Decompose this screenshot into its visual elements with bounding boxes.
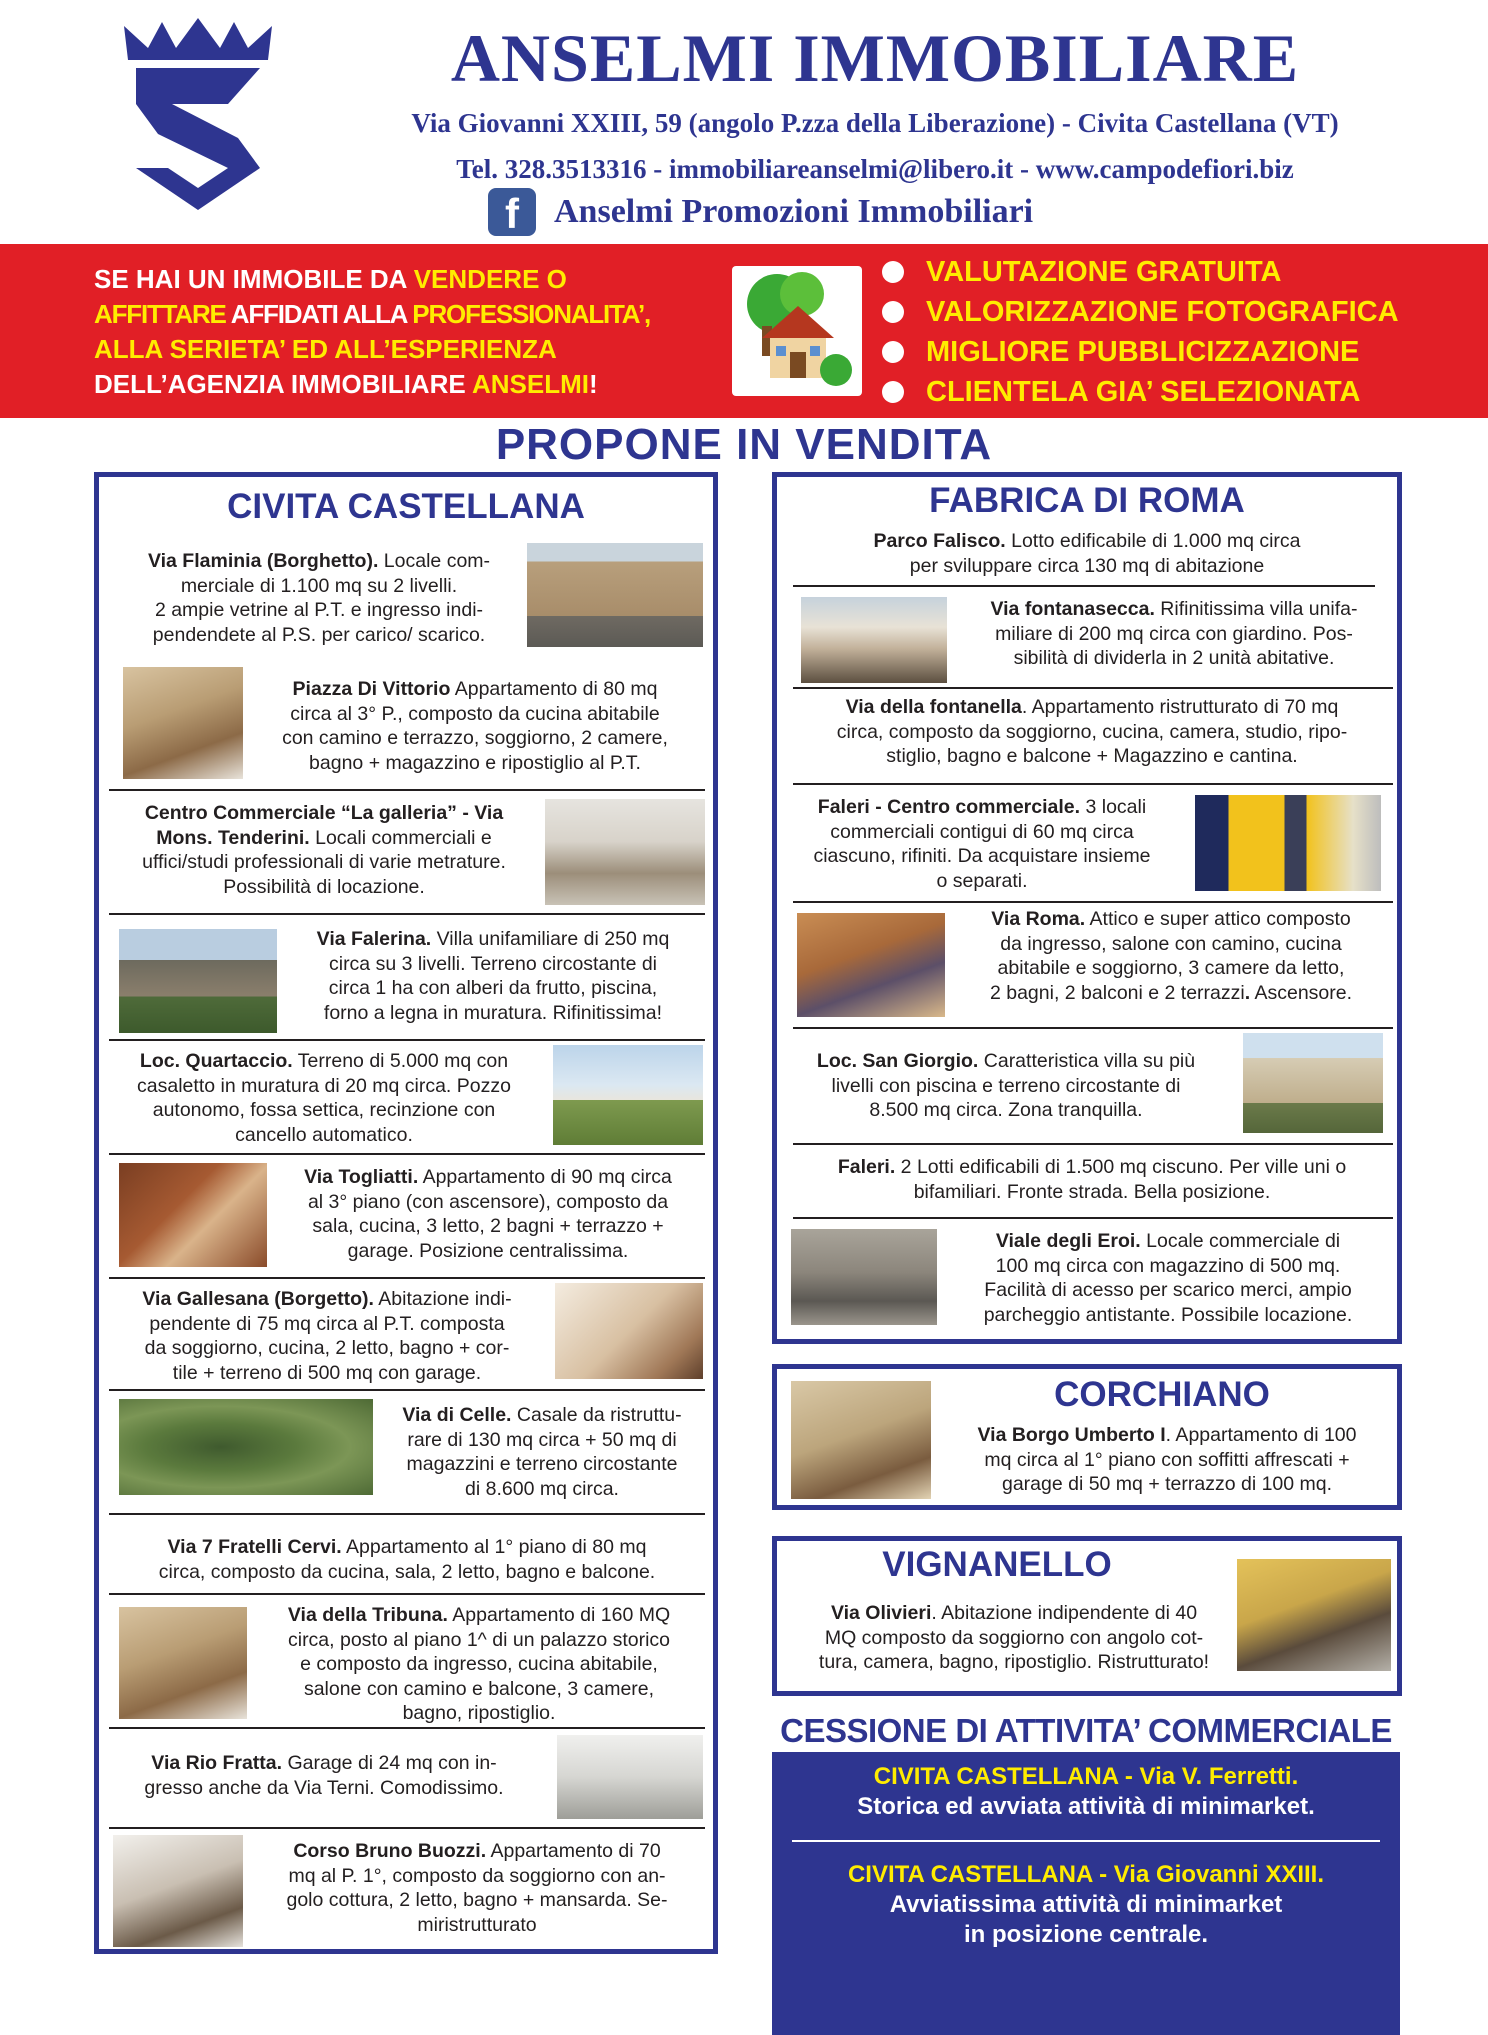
section-title: FABRICA DI ROMA: [929, 481, 1245, 520]
listing-item: [109, 1751, 539, 1800]
agency-logo-icon: [118, 18, 278, 210]
listing-address: Via Flaminia (Borghetto).: [147, 550, 379, 572]
pitch-highlight: PROFESSIONALITA’,: [412, 299, 650, 329]
listing-item: [109, 1535, 705, 1584]
section-title: CIVITA CASTELLANA: [227, 487, 585, 526]
listing-text: tile + terreno di 500 mq con garage.: [172, 1361, 482, 1384]
separator: [109, 1039, 705, 1041]
section-title: VIGNANELLO: [882, 1545, 1112, 1584]
listing-text: Attico e super attico composto: [1085, 908, 1351, 930]
listing-address: Faleri.: [837, 1156, 896, 1178]
listing-address: Via 7 Fratelli Cervi.: [167, 1536, 342, 1558]
listing-address: Parco Falisco.: [873, 530, 1006, 552]
bullet-dot-icon: [882, 301, 904, 323]
listing-text: . Appartamento ristrutturato di 70 mq: [1021, 696, 1339, 718]
listing-text: al 3° piano (con ascensore), composto da: [307, 1190, 669, 1213]
listing-item: [109, 1049, 539, 1147]
listing-item: [109, 1287, 545, 1385]
listing-text: 2 bagni, 2 balconi e 2 terrazzi: [989, 981, 1245, 1004]
cessione-b-text: Avviatissima attività di minimarket: [889, 1891, 1283, 1918]
pitch-highlight: AFFITTARE: [94, 299, 231, 329]
listing-text: circa su 3 livelli. Terreno circostante di: [328, 952, 658, 975]
listing-address: Via della Tribuna.: [287, 1604, 448, 1626]
listing-text: autonomo, fossa settica, recinzione con: [152, 1099, 496, 1121]
listing-item: [791, 1601, 1237, 1675]
listing-text: e composto da ingresso, cucina abitabile,: [300, 1653, 658, 1675]
listing-text: o separati.: [936, 869, 1028, 892]
facebook-line[interactable]: [488, 188, 1033, 236]
separator: [109, 1593, 705, 1595]
listing-address: Via Olivieri: [830, 1602, 932, 1624]
agency-contacts[interactable]: Tel. 328.3513316 - immobiliareanselmi@libero.it - www.campodefiori.biz: [456, 154, 1294, 184]
pitch-text: DELL’AGENZIA IMMOBILIARE: [94, 369, 472, 399]
listing-photo: [119, 1163, 267, 1267]
listing-text: Ascensore.: [1250, 981, 1353, 1004]
listing-photo: [1195, 795, 1381, 891]
listing-photo: [545, 799, 705, 905]
listing-address: Centro Commerciale “La galleria” - Via: [144, 802, 504, 824]
cessione-title: CESSIONE DI ATTIVITA’ COMMERCIALE: [780, 1712, 1392, 1749]
listing-text: con camino e terrazzo, soggiorno, 2 camere,: [282, 727, 668, 749]
listing-text: Rifinitissima villa unifa-: [1154, 598, 1358, 620]
listing-text: da soggiorno, cucina, 2 letto, bagno + cor-: [144, 1337, 510, 1359]
listing-item: [787, 795, 1177, 893]
listing-photo: [119, 929, 277, 1033]
pitch-highlight: VENDERE O: [413, 264, 567, 294]
listing-text: Appartamento di 70: [486, 1840, 661, 1862]
listing-text: circa, composto da soggiorno, cucina, camera, studio, ripo-: [836, 720, 1348, 743]
separator: [792, 1840, 1380, 1842]
listing-address: Via Togliatti.: [304, 1166, 419, 1188]
listing-text: Lotto edificabile di 1.000 mq circa: [1005, 530, 1301, 552]
listing-text: mq al P. 1°, composto da soggiorno con an-: [288, 1864, 666, 1887]
listing-item: [939, 1423, 1395, 1497]
pitch-highlight: ALLA SERIETA’ ED ALL’ESPERIENZA: [94, 334, 557, 364]
pitch-text: !: [588, 369, 598, 399]
listing-text: Locale commerciale di: [1140, 1230, 1341, 1252]
separator: [793, 1143, 1393, 1145]
separator: [793, 783, 1393, 785]
separator: [109, 1277, 705, 1279]
listing-item: [249, 677, 701, 775]
listing-text: parcheggio antistante. Possibile locazione.: [983, 1303, 1353, 1326]
promo-banner: [0, 244, 1488, 418]
cessione-a-heading: CIVITA CASTELLANA - Via V. Ferretti.: [873, 1763, 1299, 1790]
listing-photo: [113, 1835, 243, 1947]
service-label: MIGLIORE PUBBLICIZZAZIONE: [926, 336, 1360, 368]
listing-text: .: [1244, 981, 1251, 1004]
listing-text: mq circa al 1° piano con soffitti affrescati +: [984, 1448, 1350, 1471]
listing-item: [787, 529, 1387, 578]
listing-text: Possibilità di locazione.: [223, 875, 425, 898]
house-with-tree-icon: [732, 266, 862, 396]
listing-text: casaletto in muratura di 20 mq circa. Pozzo: [137, 1074, 511, 1097]
service-list: [882, 252, 1399, 412]
listing-text: circa, posto al piano 1^ di un palazzo storico: [287, 1628, 671, 1651]
listing-text: MQ composto da soggiorno con angolo cot-: [824, 1626, 1204, 1649]
listing-photo: [119, 1607, 247, 1719]
bullet-dot-icon: [882, 341, 904, 363]
listing-text: ciascuno, rifiniti. Da acquistare insieme: [813, 845, 1151, 867]
listing-item: [379, 1403, 705, 1501]
listing-photo: [791, 1229, 937, 1325]
service-item: [882, 292, 1399, 332]
listing-text: di 8.600 mq circa.: [465, 1477, 619, 1500]
listing-text: garage. Posizione centralissima.: [347, 1239, 629, 1262]
listing-text: 100 mq circa con magazzino di 500 mq.: [995, 1254, 1341, 1277]
listing-item: [273, 1165, 703, 1263]
listing-text: Terreno di 5.000 mq con: [292, 1050, 509, 1072]
listing-text: per sviluppare circa 130 mq di abitazione: [909, 554, 1265, 577]
listing-text: circa 1 ha con alberi da frutto, piscina,: [328, 977, 658, 999]
separator: [109, 789, 705, 791]
listing-photo: [555, 1283, 703, 1379]
listing-text: Caratteristica villa su più: [978, 1050, 1196, 1072]
service-item: [882, 372, 1399, 412]
listing-photo: [119, 1399, 373, 1495]
listing-item: [253, 1603, 705, 1726]
listing-item: [787, 1049, 1225, 1123]
listing-address: Via Borgo Umberto I: [977, 1424, 1166, 1446]
agency-header: [300, 20, 1450, 186]
service-label: CLIENTELA GIA’ SELEZIONATA: [926, 376, 1361, 408]
listing-text: Abitazione indi-: [373, 1288, 512, 1310]
cessione-section: [772, 1752, 1400, 2035]
listing-address: Via Rio Fratta.: [151, 1752, 283, 1774]
listing-address: Loc. Quartaccio.: [139, 1050, 293, 1072]
listing-address: Via Falerina.: [316, 928, 432, 950]
service-item: [882, 332, 1399, 372]
listing-text: Facilità di acesso per scarico merci, ampio: [984, 1279, 1352, 1301]
separator: [109, 1389, 705, 1391]
listing-photo: [527, 543, 703, 647]
listing-text: . Appartamento di 100: [1165, 1424, 1357, 1446]
listing-photo: [801, 597, 947, 683]
listing-text: stiglio, bagno e balcone + Magazzino e cantina.: [886, 745, 1298, 767]
listing-text: rare di 130 mq circa + 50 mq di: [407, 1428, 677, 1451]
listing-item: [787, 695, 1397, 769]
listing-address: Via Roma.: [991, 908, 1086, 930]
listing-address: Piazza Di Vittorio: [292, 678, 451, 700]
listing-text: magazzini e terreno circostante: [406, 1453, 678, 1475]
listing-text: Appartamento di 160 MQ: [447, 1604, 671, 1626]
separator: [109, 1727, 705, 1729]
listing-text: Casale da ristruttu-: [511, 1404, 682, 1426]
listing-photo: [553, 1045, 703, 1145]
fabrica-di-roma-section: [772, 472, 1402, 1344]
pitch-text: SE HAI UN IMMOBILE DA: [94, 264, 414, 294]
cessione-b-heading: CIVITA CASTELLANA - Via Giovanni XXIII.: [847, 1861, 1325, 1888]
agency-name: ANSELMI IMMOBILIARE: [450, 20, 1300, 96]
listing-text: Appartamento al 1° piano di 80 mq: [341, 1536, 647, 1558]
separator: [109, 1153, 705, 1155]
listing-text: Villa unifamiliare di 250 mq: [431, 928, 670, 950]
facebook-page-name[interactable]: Anselmi Promozioni Immobiliari: [554, 193, 1034, 230]
listing-text: cancello automatico.: [235, 1123, 413, 1146]
listing-photo: [123, 667, 243, 779]
listing-item: [111, 549, 527, 647]
listing-text: Garage di 24 mq con in-: [282, 1752, 497, 1774]
listing-text: uffici/studi professionali di varie metrature.: [142, 851, 506, 873]
separator: [109, 1827, 705, 1829]
separator: [793, 687, 1393, 689]
listing-address: Faleri - Centro commerciale.: [817, 796, 1081, 818]
listing-text: Locali commerciali e: [309, 826, 492, 849]
pitch-text: AFFIDATI ALLA: [230, 299, 413, 329]
banner-pitch: [94, 262, 734, 402]
listing-item: [955, 597, 1393, 671]
listing-address: Via fontanasecca.: [990, 598, 1155, 620]
listing-text: pendendete al P.S. per carico/ scarico.: [152, 623, 486, 646]
listing-item: [109, 801, 539, 899]
listing-photo: [1243, 1033, 1383, 1133]
service-item: [882, 252, 1399, 292]
listing-text: circa, composto da cucina, sala, 2 letto, bagno e balcone.: [158, 1560, 656, 1583]
service-label: VALUTAZIONE GRATUITA: [926, 256, 1282, 288]
separator: [793, 1217, 1393, 1219]
listing-text: da ingresso, salone con camino, cucina: [1000, 932, 1342, 955]
listing-address: Loc. San Giorgio.: [816, 1050, 979, 1072]
bullet-dot-icon: [882, 261, 904, 283]
listing-text: miliare di 200 mq circa con giardino. Pos-: [995, 622, 1353, 645]
listing-text: livelli con piscina e terreno circostante di: [831, 1074, 1181, 1097]
bullet-dot-icon: [882, 381, 904, 403]
pitch-highlight: ANSELMI: [471, 369, 589, 399]
listing-address: Via della fontanella: [845, 696, 1022, 718]
section-title: CORCHIANO: [1054, 1375, 1270, 1414]
listing-address: Via Gallesana (Borgetto).: [142, 1288, 374, 1310]
listing-address: Viale degli Eroi.: [995, 1230, 1141, 1252]
listing-text: Appartamento di 80 mq: [450, 678, 658, 700]
agency-address: Via Giovanni XXIII, 59 (angolo P.zza della Liberazione) - Civita Castellana (VT): [411, 108, 1339, 138]
listing-item: [951, 907, 1391, 1005]
listing-photo: [557, 1735, 703, 1819]
separator: [793, 585, 1375, 587]
listing-text: 2 Lotti edificabili di 1.500 mq ciscuno. Per ville uni o: [895, 1156, 1347, 1178]
listing-photo: [791, 1381, 931, 1499]
listing-address: Mons. Tenderini.: [156, 826, 310, 849]
listing-text: merciale di 1.100 mq su 2 livelli.: [180, 574, 458, 597]
listing-text: bifamiliari. Fronte strada. Bella posizione.: [913, 1180, 1271, 1203]
listing-photo: [1237, 1559, 1391, 1671]
separator: [793, 901, 1393, 903]
listing-text: garage di 50 mq + terrazzo di 100 mq.: [1001, 1473, 1333, 1495]
listing-item: [943, 1229, 1393, 1327]
listing-text: sala, cucina, 3 letto, 2 bagni + terrazzo +: [312, 1215, 664, 1237]
listing-text: Appartamento di 90 mq circa: [418, 1166, 672, 1188]
separator: [109, 1513, 705, 1515]
listing-text: miristrutturato: [417, 1913, 537, 1936]
listing-text: 8.500 mq circa. Zona tranquilla.: [869, 1099, 1143, 1121]
listing-address: Via di Celle.: [402, 1404, 512, 1426]
separator: [109, 913, 705, 915]
service-label: VALORIZZAZIONE FOTOGRAFICA: [926, 296, 1399, 328]
corchiano-section: [772, 1364, 1402, 1510]
facebook-icon[interactable]: f: [488, 188, 536, 236]
cessione-b-text: in posizione centrale.: [963, 1921, 1209, 1948]
listing-text: . Abitazione indipendente di 40: [931, 1602, 1198, 1624]
listing-item: [787, 1155, 1397, 1204]
listing-text: 3 locali: [1080, 796, 1147, 818]
separator: [793, 1027, 1393, 1029]
vignanello-section: [772, 1536, 1402, 1696]
listing-text: golo cottura, 2 letto, bagno + mansarda. Se-: [286, 1889, 668, 1911]
listing-address: Corso Bruno Buozzi.: [293, 1840, 487, 1862]
listing-text: circa al 3° P., composto da cucina abitabile: [290, 702, 660, 725]
listing-text: salone con camino e balcone, 3 camere,: [303, 1677, 655, 1700]
cessione-a-text: Storica ed avviata attività di minimarket.: [857, 1793, 1315, 1820]
listing-text: abitabile e soggiorno, 3 camere da letto,: [997, 957, 1345, 979]
listing-text: Locale com-: [378, 550, 491, 572]
listing-text: forno a legna in muratura. Rifinitissima!: [323, 1001, 663, 1024]
civita-castellana-section: [94, 472, 718, 1954]
listing-text: gresso anche da Via Terni. Comodissimo.: [144, 1776, 504, 1799]
listing-text: tura, camera, bagno, ripostiglio. Ristrutturato!: [818, 1651, 1210, 1673]
listing-text: sibilità di dividerla in 2 unità abitative.: [1013, 647, 1335, 669]
listing-text: commerciali contigui di 60 mq circa: [830, 820, 1134, 843]
listing-item: [283, 927, 703, 1025]
listing-text: pendente di 75 mq circa al P.T. composta: [149, 1312, 505, 1335]
main-title: PROPONE IN VENDITA: [495, 420, 993, 469]
listing-text: 2 ampie vetrine al P.T. e ingresso indi-: [154, 599, 484, 621]
listing-item: [249, 1839, 705, 1937]
listing-text: bagno + magazzino e ripostiglio al P.T.: [309, 751, 641, 774]
listing-photo: [797, 913, 945, 1017]
listing-text: bagno, ripostiglio.: [402, 1702, 556, 1724]
